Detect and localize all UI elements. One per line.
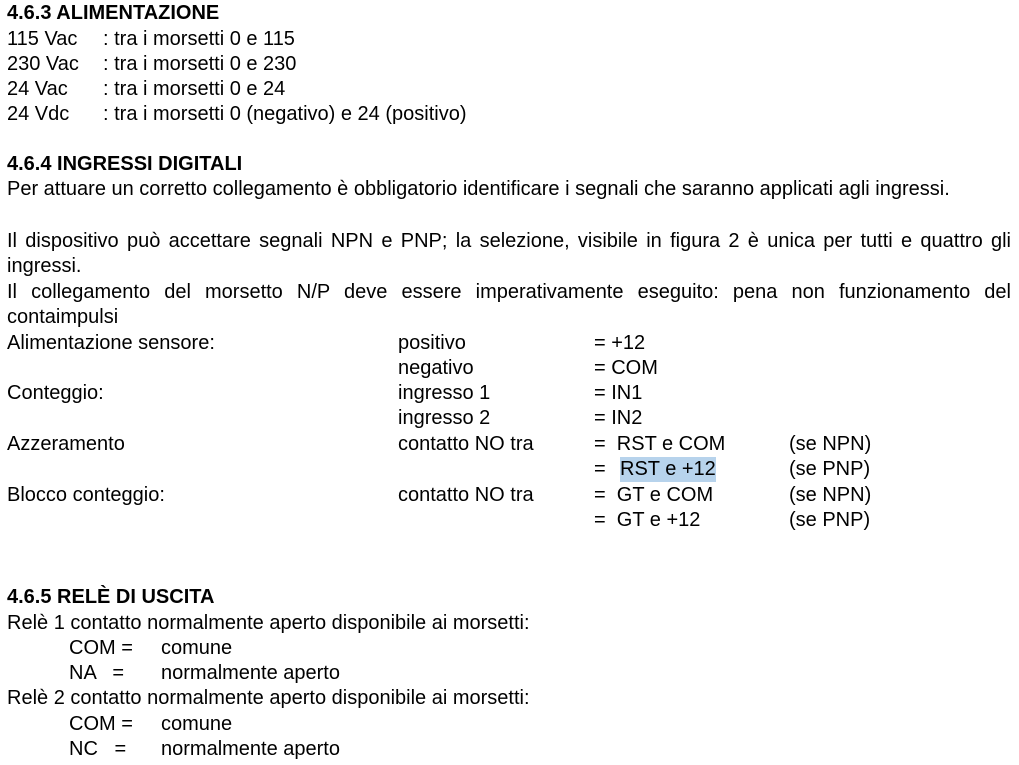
row-note: (se NPN) — [789, 433, 872, 455]
section-heading-ingressi: 4.6.4 INGRESSI DIGITALI — [7, 153, 243, 175]
row-value: = GT e COM — [594, 484, 714, 506]
terminal-desc: normalmente aperto — [161, 662, 340, 684]
row-cond: contatto NO tra — [398, 433, 534, 455]
row-label: Alimentazione sensore: — [7, 332, 215, 354]
paragraph: Il dispositivo può accettare segnali NPN e PNP; la selezione, visibile in figura 2 è unica per tutti e quattro gli ingressi. — [7, 230, 1011, 277]
rele2-text: Relè 2 contatto normalmente aperto disponibile ai morsetti: — [7, 687, 530, 709]
row-value-eq: = — [594, 458, 606, 480]
row-cond: ingresso 1 — [398, 382, 491, 404]
row-value: = RST e COM — [594, 433, 726, 455]
row-cond: ingresso 2 — [398, 407, 491, 429]
power-label: 24 Vdc — [7, 103, 70, 125]
paragraph: Il collegamento del morsetto N/P deve essere imperativamente eseguito: pena non funzionamento del contaimpulsi — [7, 281, 1011, 328]
power-desc: : tra i morsetti 0 e 230 — [103, 53, 297, 75]
power-label: 230 Vac — [7, 53, 79, 75]
rele1-text: Relè 1 contatto normalmente aperto disponibile ai morsetti: — [7, 612, 530, 634]
terminal-name: COM = — [69, 713, 133, 735]
row-value: = IN1 — [594, 382, 643, 404]
row-value: = +12 — [594, 332, 646, 354]
row-cond: contatto NO tra — [398, 484, 534, 506]
row-note: (se PNP) — [789, 509, 871, 531]
selected-text-highlight[interactable]: RST e +12 — [620, 458, 716, 480]
terminal-desc: normalmente aperto — [161, 738, 340, 760]
terminal-name: NC = — [69, 738, 127, 760]
row-label: Blocco conteggio: — [7, 484, 165, 506]
row-cond: negativo — [398, 357, 474, 379]
row-value: = COM — [594, 357, 658, 379]
power-label: 24 Vac — [7, 78, 68, 100]
power-desc: : tra i morsetti 0 (negativo) e 24 (positivo) — [103, 103, 467, 125]
power-desc: : tra i morsetti 0 e 24 — [103, 78, 286, 100]
power-label: 115 Vac — [7, 28, 78, 50]
terminal-desc: comune — [161, 713, 233, 735]
terminal-desc: comune — [161, 637, 233, 659]
paragraph: Per attuare un corretto collegamento è obbligatorio identificare i segnali che saranno applicati agli ingressi. — [7, 178, 950, 200]
power-desc: : tra i morsetti 0 e 115 — [103, 28, 295, 50]
row-cond: positivo — [398, 332, 466, 354]
terminal-name: NA = — [69, 662, 125, 684]
row-value: = GT e +12 — [594, 509, 701, 531]
section-heading-alimentazione: 4.6.3 ALIMENTAZIONE — [7, 2, 220, 24]
row-note: (se NPN) — [789, 484, 872, 506]
section-heading-rele: 4.6.5 RELÈ DI USCITA — [7, 586, 215, 608]
row-note: (se PNP) — [789, 458, 871, 480]
row-label: Conteggio: — [7, 382, 104, 404]
terminal-name: COM = — [69, 637, 133, 659]
row-value: = IN2 — [594, 407, 643, 429]
row-label: Azzeramento — [7, 433, 125, 455]
